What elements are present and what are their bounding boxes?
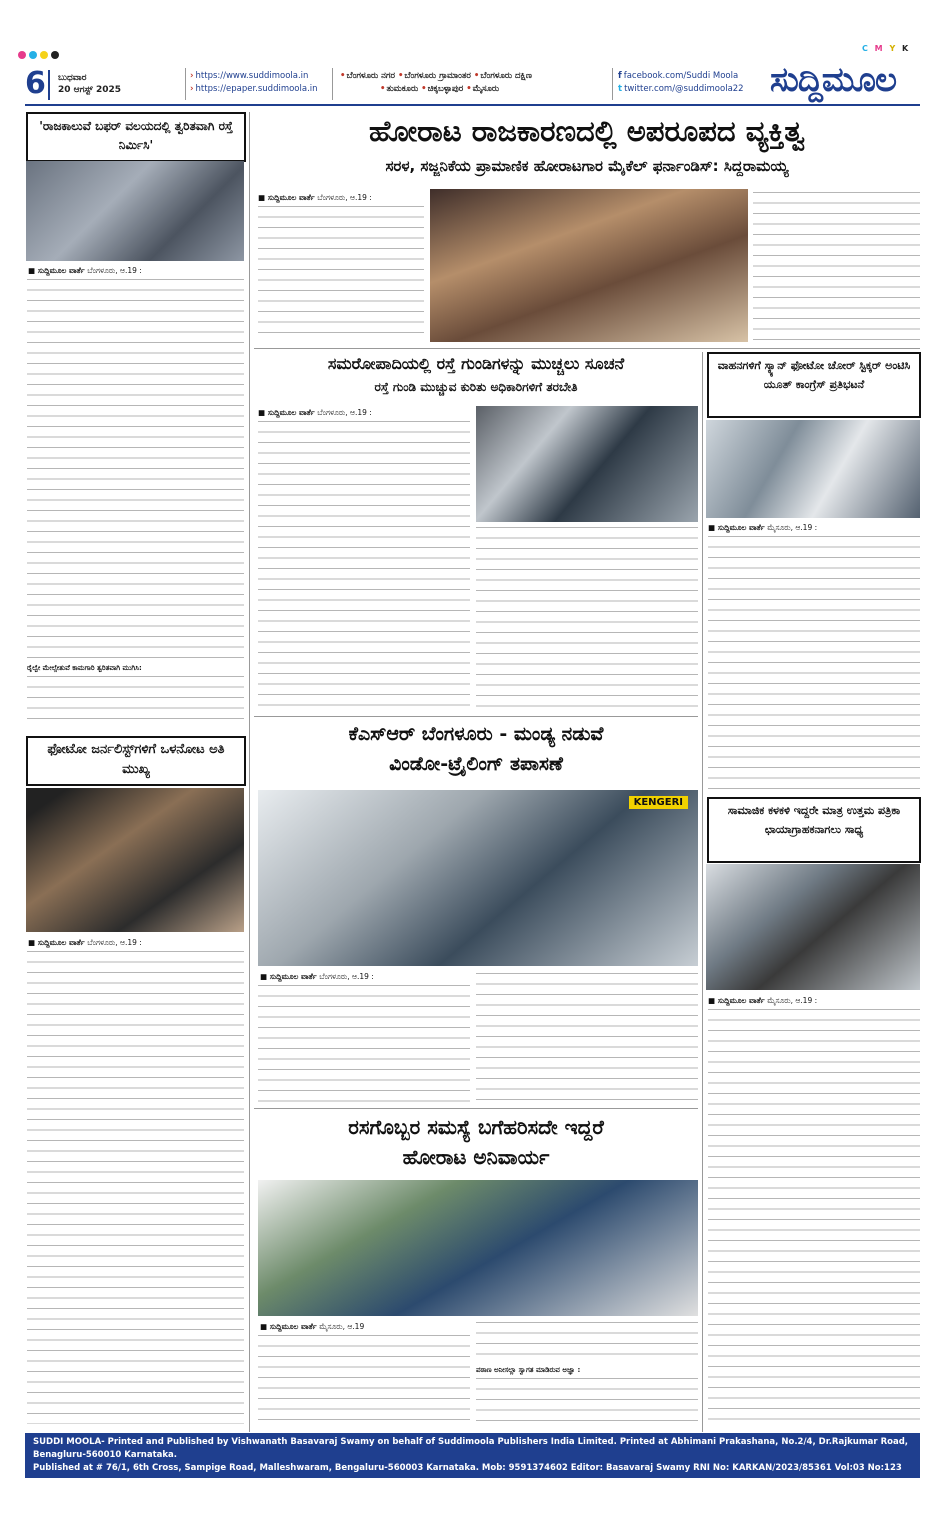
epaper-link[interactable]: https://epaper.suddimoola.in [195,84,318,94]
story4-body-col2b [476,1378,698,1427]
right-story2-headline: ಸಾಮಾಜಿಕ ಕಳಕಳಿ ಇದ್ದರೇ ಮಾತ್ರ ಉತ್ತಮ ಪತ್ರಿಕಾ ಛಾಯಾಗ್ರಾಹಕನಾಗಲು ಸಾಧ್ಯ [727,804,901,836]
right-story1-body [708,536,920,791]
story2-body-col2 [476,527,698,711]
story3-byline: ■ ಸುದ್ದಿಮೂಲ ವಾರ್ತೆ ಬೆಂಗಳೂರು, ಆ.19 : [260,972,374,981]
lead-body-col1 [258,206,424,342]
link-arrow-icon: › [190,84,194,94]
day: ಬುಧವಾರ [58,73,87,83]
right-story1-headline-box [707,352,921,418]
social-links [618,70,744,96]
web-links [190,70,318,96]
left-story1-body2 [27,676,244,728]
right-story2-photo [706,864,920,990]
story2-byline: ■ ಸುದ್ದಿಮೂಲ ವಾರ್ತೆ ಬೆಂಗಳೂರು, ಆ.19 : [258,408,372,417]
byline-bullet-icon: ■ [258,408,266,417]
story3-headline-line2: ವಿಂಡೋ-ಟ್ರೈಲಿಂಗ್ ತಪಾಸಣೆ [389,753,563,775]
cmyk-marks: C M Y K [862,44,911,53]
byline-bullet-icon: ■ [28,266,36,275]
twitter-link[interactable]: twitter.com/@suddimoola22 [624,84,744,94]
story3-body-col1 [258,985,470,1103]
story4-headline-line2: ಹೋರಾಟ ಅನಿವಾರ್ಯ [402,1145,550,1169]
lead-headline: ಹೋರಾಟ ರಾಜಕಾರಣದಲ್ಲಿ ಅಪರೂಪದ ವ್ಯಕ್ತಿತ್ವ [369,114,805,148]
story3-body-col2 [476,973,698,1103]
lead-byline: ■ ಸುದ್ದಿಮೂಲ ವಾರ್ತೆ ಬೆಂಗಳೂರು, ಆ.19 : [258,193,372,202]
story4-body-col1 [258,1335,470,1427]
station-sign: KENGERI [629,796,688,809]
city-editions: •ಬೆಂಗಳೂರು ನಗರ •ಬೆಂಗಳೂರು ಗ್ರಾಮಾಂತರ •ಬೆಂಗಳೂರು ದಕ್ಷಿಣ •ತುಮಕೂರು •ಚಿಕ್ಕಬಳ್ಳಾಪುರ •ಮೈಸೂರು [340,71,532,94]
left-story1-subhead: ರೈಲ್ವೇ ಮೇಲ್ಸೇತುವೆ ಕಾಮಗಾರಿ ತ್ವರಿತವಾಗಿ ಮುಗಿಸಿ: [27,664,142,672]
right-story1-photo [706,420,920,518]
registration-dots [18,44,62,63]
right-story1-headline: ವಾಹನಗಳಿಗೆ ಸ್ಕ್ಯಾನ್ ಫೋಟೋ ಚೋರ್ ಸ್ಟಿಕ್ಕರ್ ಅಂಟಿಸಿ ಯೂತ್ ಕಾಂಗ್ರೆಸ್ ಪ್ರತಿಭಟನೆ [717,359,911,391]
story4-headline-line1: ರಸಗೊಬ್ಬರ ಸಮಸ್ಯೆ ಬಗೆಹರಿಸದೇ ಇದ್ದರೆ [348,1115,604,1139]
bullet-icon: • [466,84,472,94]
left-story1-byline: ■ ಸುದ್ದಿಮೂಲ ವಾರ್ತೆ ಬೆಂಗಳೂರು, ಆ.19 : [28,266,142,275]
byline-bullet-icon: ■ [708,523,716,532]
bullet-icon: • [421,84,427,94]
imprint-line2: Published at # 76/1, 6th Cross, Sampige Road, Malleshwaram, Bengaluru-560003 Karnataka. Mob: 9591374602 Editor: Basavaraj Swamy RNI No: KARKAN/2023/85361 Vol:03 No:123 [33,1463,902,1473]
lead-subhead: ಸರಳ, ಸಜ್ಜನಿಕೆಯ ಪ್ರಾಮಾಣಿಕ ಹೋರಾಟಗಾರ ಮೈಕೆಲ್ ಫರ್ನಾಂಡಿಸ್: ಸಿದ್ದರಾಮಯ್ಯ [385,157,789,175]
story2-headline: ಸಮರೋಪಾದಿಯಲ್ಲಿ ರಸ್ತೆ ಗುಂಡಿಗಳನ್ನು ಮುಚ್ಚಲು ಸೂಚನೆ [327,354,625,373]
byline-bullet-icon: ■ [260,972,268,981]
story4-byline: ■ ಸುದ್ದಿಮೂಲ ವಾರ್ತೆ ಮೈಸೂರು, ಆ.19 [260,1322,365,1331]
left-story2-photo [26,788,244,932]
bullet-icon: • [380,84,386,94]
date: 20 ಆಗಸ್ಟ್ 2025 [58,85,121,95]
story4-subhead: ಪಠಾಣ ಅನೀಸಲ್ಲಾ ಸ್ವಾಗತ ಮಾಡಿರುವ ಅಜ್ಞಾ : [476,1366,581,1374]
masthead-logo: ಸುದ್ದಿಮೂಲ [770,60,896,100]
imprint-line1: SUDDI MOOLA- Printed and Published by Vishwanath Basavaraj Swamy on behalf of Suddimoola Publishers India Limited. Printed at Abhimani Prakashana, No.2/4, Dr.Rajkumar Road, Benagluru-560010 Karnataka. [33,1437,909,1460]
story2-subhead: ರಸ್ತೆ ಗುಂಡಿ ಮುಚ್ಚುವ ಕುರಿತು ಅಧಿಕಾರಿಗಳಿಗೆ ತರಬೇತಿ [374,380,578,394]
left-story1-headline: 'ರಾಜಕಾಲುವೆ ಬಫರ್ ವಲಯದಲ್ಲಿ ತ್ವರಿತವಾಗಿ ರಸ್ತೆ ನಿರ್ಮಿಸಿ' [39,119,233,152]
link-arrow-icon: › [190,71,194,81]
left-story2-headline: ಫೋಟೋ ಜರ್ನಲಿಸ್ಟ್‌ಗಳಿಗೆ ಒಳನೋಟ ಅತಿ ಮುಖ್ಯ [47,742,225,777]
right-story2-byline: ■ ಸುದ್ದಿಮೂಲ ವಾರ್ತೆ ಮೈಸೂರು, ಆ.19 : [708,996,818,1005]
lead-photo [430,189,748,342]
right-story2-headline-box [707,797,921,863]
left-story2-body [27,951,244,1424]
imprint-footer [25,1433,920,1478]
issue-date [58,72,121,96]
story3-headline-line1: ಕೆಎಸ್‌ಆರ್ ಬೆಂಗಳೂರು - ಮಂಡ್ಯ ನಡುವೆ [348,723,604,745]
story4-body-col2a [476,1322,698,1364]
story4-photo [258,1180,698,1316]
byline-bullet-icon: ■ [260,1322,268,1331]
story2-photo [476,406,698,522]
lead-body-col2 [753,192,920,342]
left-story2-byline: ■ ಸುದ್ದಿಮೂಲ ವಾರ್ತೆ ಬೆಂಗಳೂರು, ಆ.19 : [28,938,142,947]
bullet-icon: • [473,71,480,81]
right-story2-body [708,1009,920,1426]
byline-bullet-icon: ■ [258,193,266,202]
bullet-icon: • [397,71,404,81]
left-story1-headline-box [26,112,246,162]
left-story1-body [27,279,244,661]
page-number: 6 [25,66,46,101]
right-story1-byline: ■ ಸುದ್ದಿಮೂಲ ವಾರ್ತೆ ಮೈಸೂರು, ಆ.19 : [708,523,818,532]
story2-body-col1 [258,421,470,711]
byline-bullet-icon: ■ [28,938,36,947]
left-story2-headline-box [26,736,246,786]
story3-photo [258,790,698,966]
left-story1-photo [26,161,244,261]
twitter-icon: t [618,84,623,94]
bullet-icon: • [340,71,346,81]
facebook-link[interactable]: facebook.com/Suddi Moola [623,71,739,81]
byline-bullet-icon: ■ [708,996,716,1005]
facebook-icon: f [618,71,622,81]
website-link[interactable]: https://www.suddimoola.in [195,71,309,81]
